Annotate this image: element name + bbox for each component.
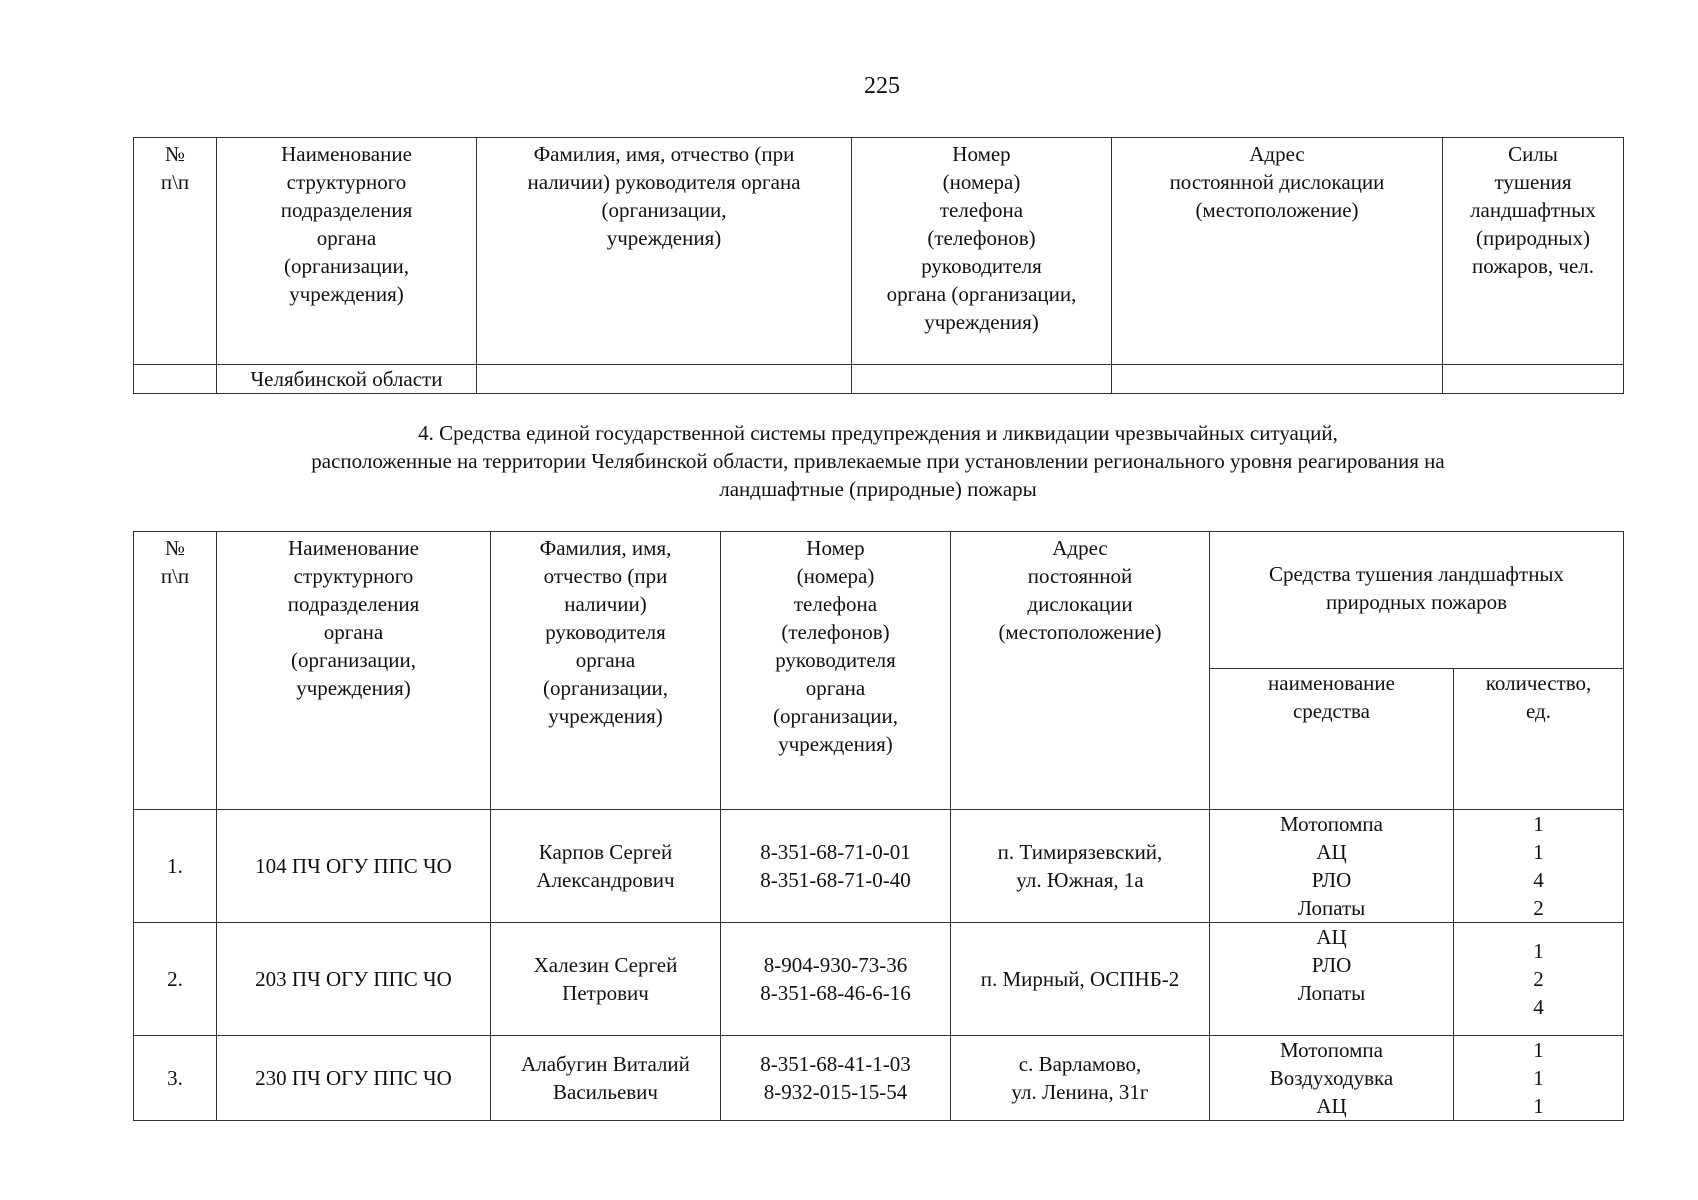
- header-phone: Номер (номера) телефона (телефонов) руководителя органа (организации, учреждения): [852, 138, 1112, 365]
- header-unit: Наименование структурного подразделения органа (организации, учреждения): [217, 138, 477, 365]
- row-head-name: Халезин Сергей Петрович: [491, 923, 721, 1036]
- table-row: [134, 1036, 1624, 1121]
- row-means: Мотопомпа АЦ РЛО Лопаты: [1210, 810, 1454, 923]
- row-means: Мотопомпа Воздуходувка АЦ: [1210, 1036, 1454, 1121]
- table-row: [134, 923, 1624, 1036]
- row-qty: 1 1 4 2: [1454, 810, 1624, 923]
- row-unit: 230 ПЧ ОГУ ППС ЧО: [217, 1036, 491, 1121]
- means-table-header: [134, 532, 1624, 669]
- header-head-name: Фамилия, имя, отчество (при наличии) руководителя органа (организации, учреждения): [477, 138, 852, 365]
- page-number: 225: [864, 73, 900, 99]
- row-head-name: Карпов Сергей Александрович: [491, 810, 721, 923]
- continuation-cell: Челябинской области: [217, 365, 477, 394]
- row-unit: 104 ПЧ ОГУ ППС ЧО: [217, 810, 491, 923]
- header-address: Адрес постоянной дислокации (местоположение): [951, 532, 1210, 810]
- row-phone: 8-351-68-71-0-01 8-351-68-71-0-40: [721, 810, 951, 923]
- section-title: 4. Средства единой государственной системы предупреждения и ликвидации чрезвычайных ситуаций, расположенные на территории Челябинской области, привлекаемые при установлении регионального уровня реагирования на ландшафтные (природные) пожары: [311, 421, 1445, 501]
- header-phone: Номер (номера) телефона (телефонов) руководителя органа (организации, учреждения): [721, 532, 951, 810]
- header-num: № п\п: [134, 138, 217, 365]
- header-means-group: Средства тушения ландшафтных природных пожаров: [1210, 532, 1624, 669]
- row-phone: 8-351-68-41-1-03 8-932-015-15-54: [721, 1036, 951, 1121]
- row-num: 3.: [134, 1036, 217, 1121]
- forces-table: [133, 137, 1624, 394]
- row-head-name: Алабугин Виталий Васильевич: [491, 1036, 721, 1121]
- header-head-name: Фамилия, имя, отчество (при наличии) руководителя органа (организации, учреждения): [491, 532, 721, 810]
- table-row: [134, 365, 1624, 394]
- header-unit: Наименование структурного подразделения органа (организации, учреждения): [217, 532, 491, 810]
- row-phone: 8-904-930-73-36 8-351-68-46-6-16: [721, 923, 951, 1036]
- header-forces: Силы тушения ландшафтных (природных) пожаров, чел.: [1443, 138, 1624, 365]
- row-means: АЦ РЛО Лопаты: [1210, 923, 1454, 1036]
- header-means-name: наименование средства: [1210, 669, 1454, 810]
- row-qty: 1 2 4: [1454, 923, 1624, 1036]
- table-row: [134, 810, 1624, 923]
- forces-table-header: [134, 138, 1624, 365]
- row-num: 2.: [134, 923, 217, 1036]
- row-address: п. Тимирязевский, ул. Южная, 1а: [951, 810, 1210, 923]
- row-qty: 1 1 1: [1454, 1036, 1624, 1121]
- header-means-qty: количество, ед.: [1454, 669, 1624, 810]
- means-table: [133, 531, 1624, 1121]
- row-num: 1.: [134, 810, 217, 923]
- row-address: с. Варламово, ул. Ленина, 31г: [951, 1036, 1210, 1121]
- header-address: Адрес постоянной дислокации (местоположение): [1112, 138, 1443, 365]
- row-address: п. Мирный, ОСПНБ-2: [951, 923, 1210, 1036]
- row-unit: 203 ПЧ ОГУ ППС ЧО: [217, 923, 491, 1036]
- header-num: № п\п: [134, 532, 217, 810]
